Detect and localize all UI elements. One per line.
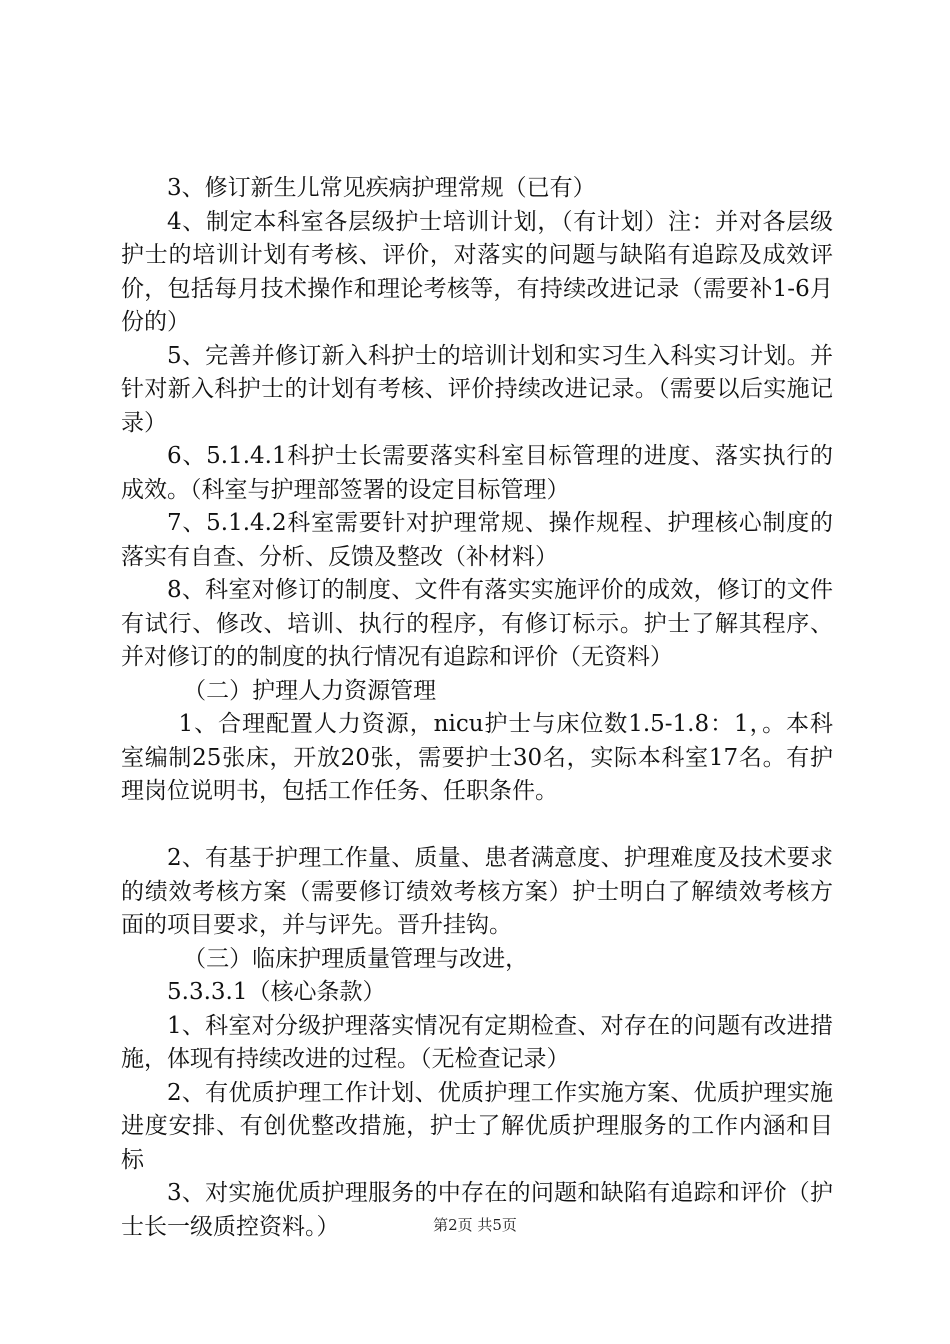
section-heading-quality: （三）临床护理质量管理与改进， xyxy=(183,945,529,972)
paragraph-hr-1: 1、合理配置人力资源，nicu护士与床位数1.5-1.8：1，。本科室编制25张床，开放20张，需要护士30名，实际本科室17名。有护理岗位说明书，包括工作任务、任职条件。 xyxy=(121,711,833,804)
paragraph-item-3: 3、修订新生儿常见疾病护理常规（已有） xyxy=(167,175,596,201)
paragraph-hr-2: 2、有基于护理工作量、质量、患者满意度、护理难度及技术要求的绩效考核方案（需要修订绩效考核方案）护士明白了解绩效考核方面的项目要求，并与评先。晋升挂钩。 xyxy=(121,845,833,938)
clause-number: 5.3.3.1（核心条款） xyxy=(167,979,386,1005)
section-heading-hr: （二）护理人力资源管理 xyxy=(183,677,437,704)
paragraph-quality-1: 1、科室对分级护理落实情况有定期检查、对存在的问题有改进措施，体现有持续改进的过程。（无检查记录） xyxy=(121,1012,833,1072)
document-body xyxy=(121,172,833,1244)
blank-line xyxy=(121,809,833,843)
paragraph-item-6: 6、5.1.4.1科护士长需要落实科室目标管理的进度、落实执行的成效。（科室与护理部签署的设定目标管理） xyxy=(121,443,833,503)
paragraph-item-5: 5、完善并修订新入科护士的培训计划和实习生入科实习计划。并针对新入科护士的计划有考核、评价持续改进记录。（需要以后实施记录） xyxy=(121,342,833,436)
paragraph-item-4: 4、制定本科室各层级护士培训计划，（有计划）注：并对各层级护士的培训计划有考核、评价，对落实的问题与缺陷有追踪及成效评价，包括每月技术操作和理论考核等，有持续改进记录（需要补1-6月份的） xyxy=(121,208,833,335)
paragraph-quality-2: 2、有优质护理工作计划、优质护理工作实施方案、优质护理实施进度安排、有创优整改措施，护士了解优质护理服务的工作内涵和目标 xyxy=(121,1079,833,1173)
paragraph-item-8: 8、科室对修订的制度、文件有落实实施评价的成效，修订的文件有试行、修改、培训、执行的程序，有修订标示。护士了解其程序、并对修订的的制度的执行情况有追踪和评价（无资料） xyxy=(121,577,833,670)
paragraph-item-7: 7、5.1.4.2科室需要针对护理常规、操作规程、护理核心制度的落实有自查、分析、反馈及整改（补材料） xyxy=(121,510,833,570)
page-number-footer: 第2页 共5页 xyxy=(433,1216,517,1234)
paragraph-quality-3: 3、对实施优质护理服务的中存在的问题和缺陷有追踪和评价（护士长一级质控资料。） xyxy=(121,1180,833,1240)
